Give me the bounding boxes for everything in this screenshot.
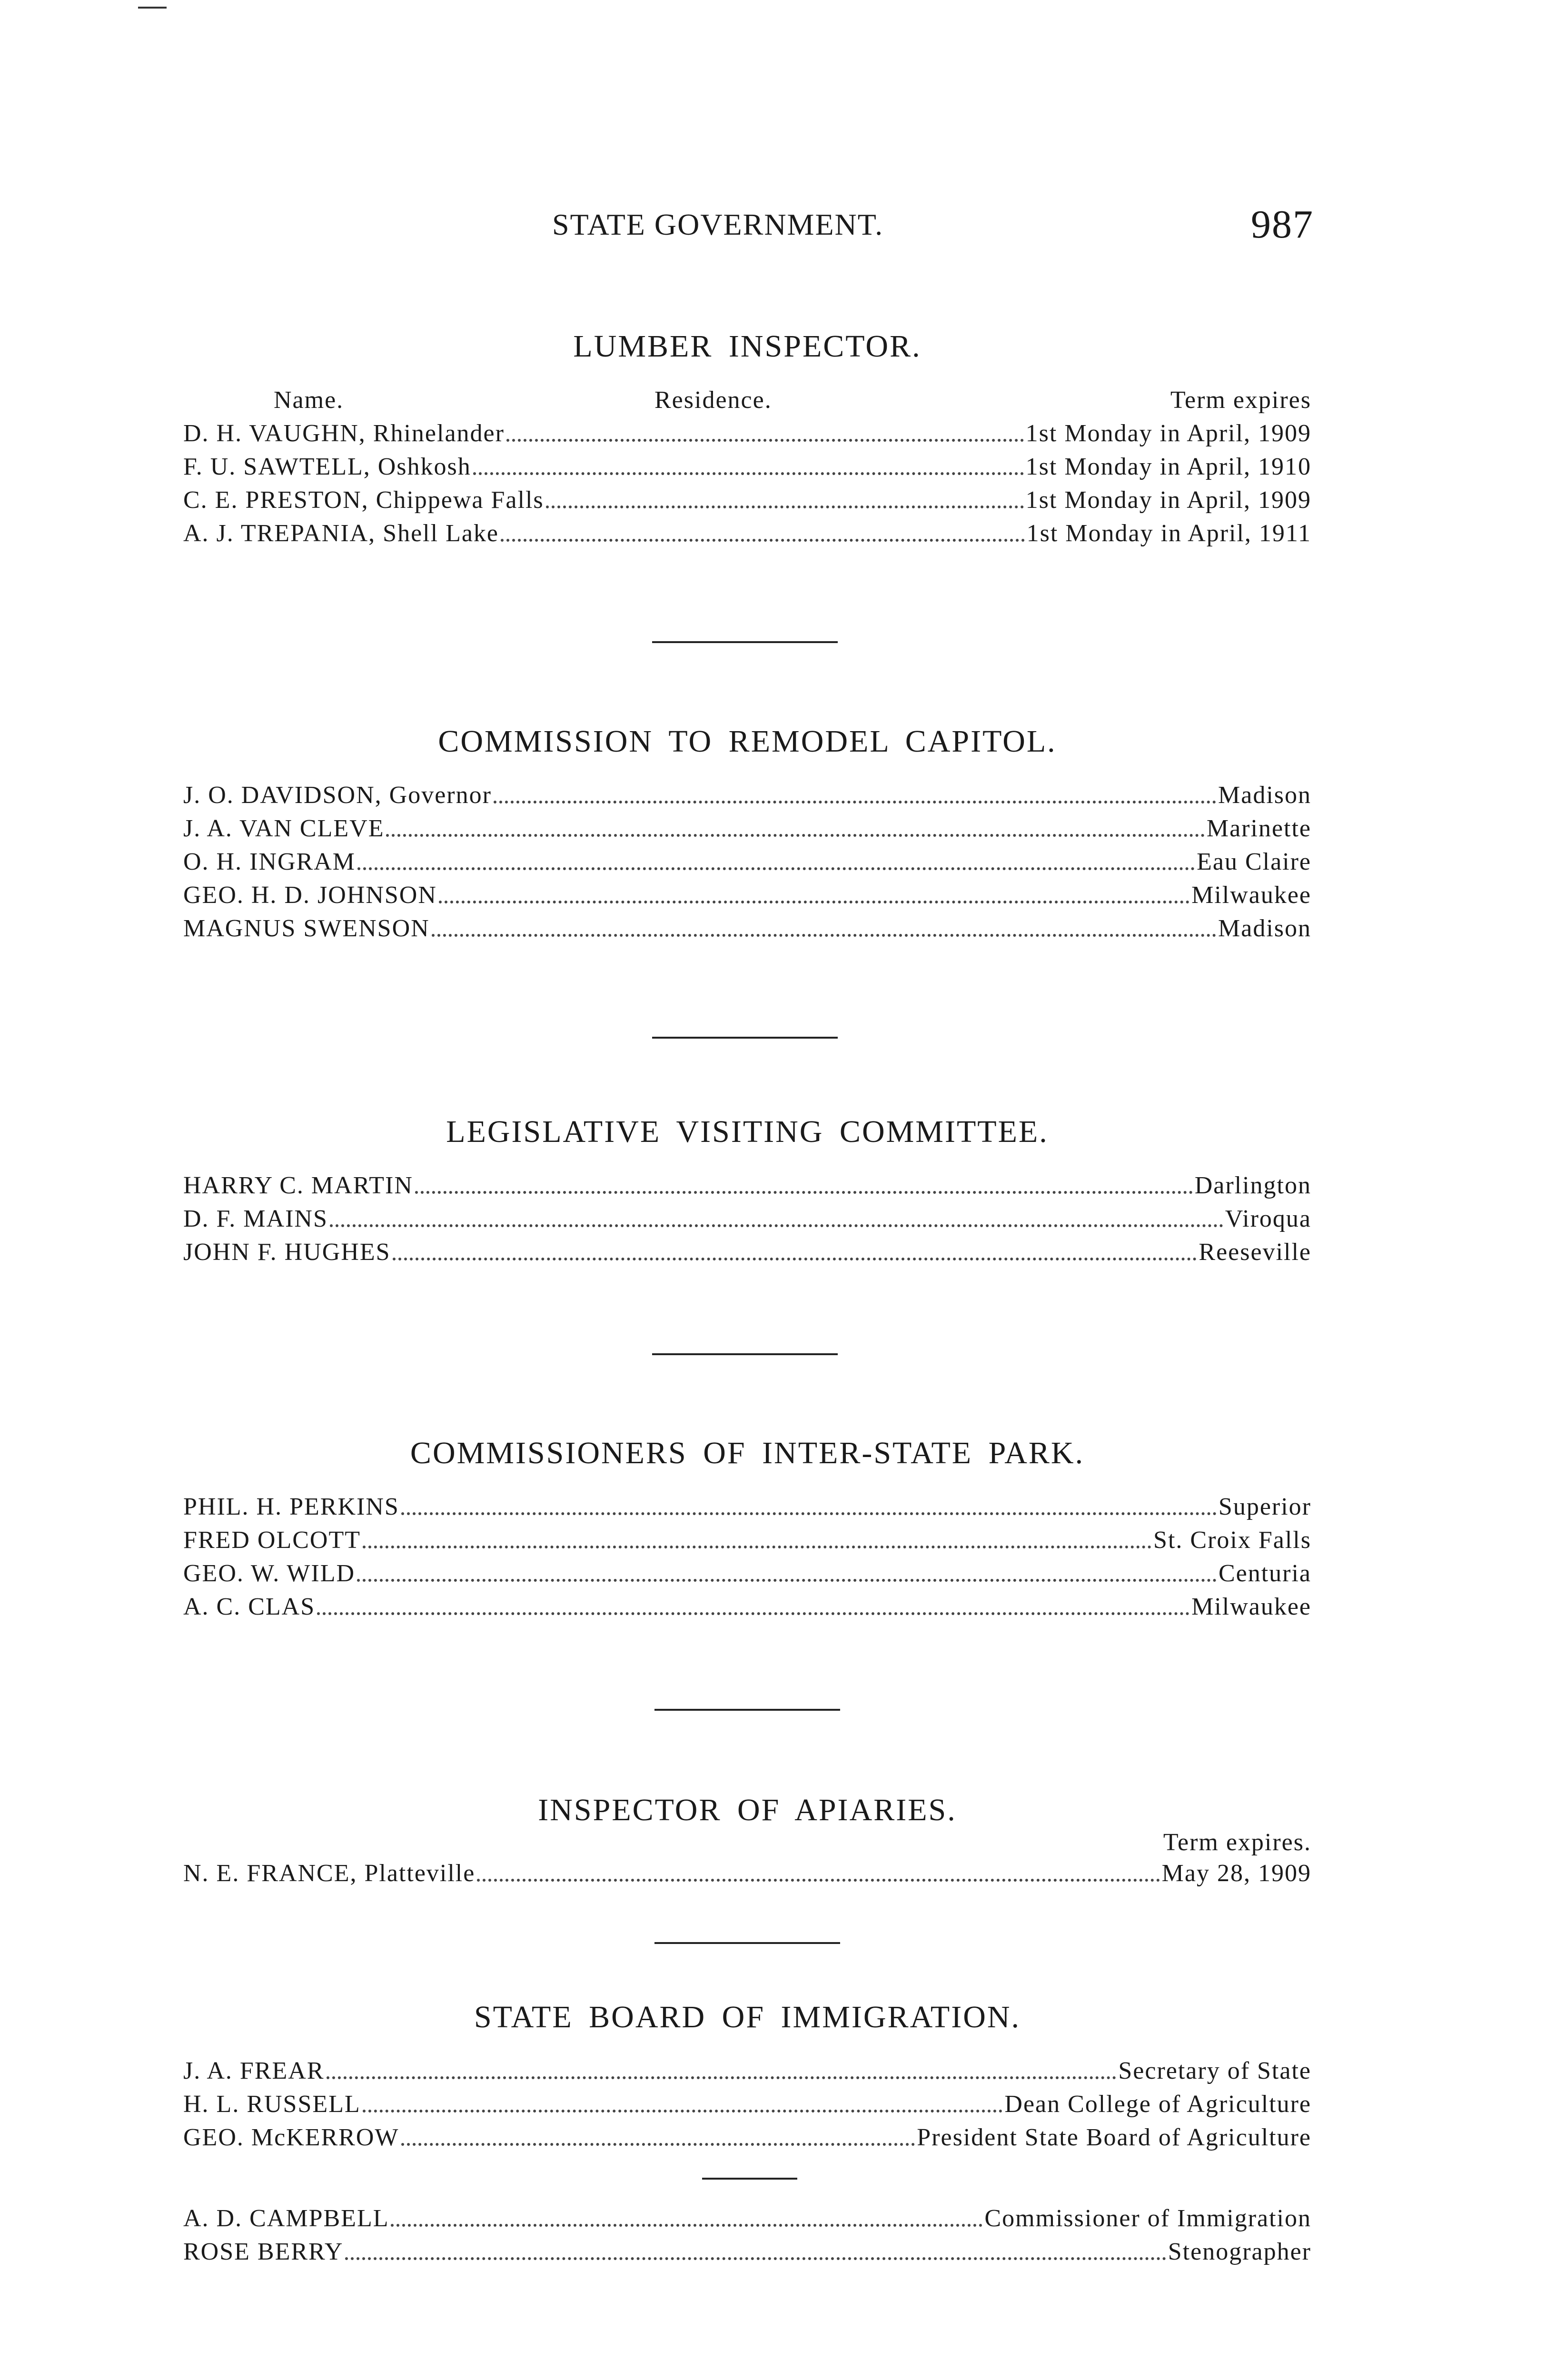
list-item bbox=[183, 1590, 1311, 1624]
entry-name: FRED OLCOTT bbox=[183, 1527, 361, 1554]
corner-mark bbox=[138, 7, 167, 9]
section-title: LEGISLATIVE VISITING COMMITTEE. bbox=[446, 1114, 1049, 1149]
entry-office: Stenographer bbox=[1168, 2238, 1311, 2265]
dot-leader bbox=[506, 430, 1024, 442]
entry-name: D. H. VAUGHN, Rhinelander bbox=[183, 420, 505, 447]
section-lumber-inspector bbox=[183, 328, 1311, 550]
entry-location: Viroqua bbox=[1225, 1205, 1311, 1232]
list-item bbox=[183, 912, 1311, 945]
entry-location: Darlington bbox=[1194, 1172, 1311, 1199]
list-item bbox=[183, 2202, 1311, 2235]
list-item bbox=[183, 1557, 1311, 1590]
entry-location: Madison bbox=[1218, 782, 1311, 809]
list-item bbox=[183, 845, 1311, 879]
dot-leader bbox=[386, 825, 1204, 837]
column-header-name: Name. bbox=[274, 387, 344, 414]
entry-name: D. F. MAINS bbox=[183, 1205, 328, 1232]
entry-location: St. Croix Falls bbox=[1153, 1527, 1311, 1554]
list-item bbox=[183, 484, 1311, 517]
entry-term: 1st Monday in April, 1909 bbox=[1025, 420, 1311, 447]
entry-office: Dean College of Agriculture bbox=[1004, 2091, 1311, 2118]
entry-location: Milwaukee bbox=[1191, 882, 1311, 909]
entry-location: Milwaukee bbox=[1191, 1593, 1311, 1620]
dot-leader bbox=[357, 1570, 1217, 1582]
dot-leader bbox=[327, 2068, 1117, 2079]
entry-term: 1st Monday in April, 1910 bbox=[1025, 453, 1311, 480]
dot-leader bbox=[477, 1870, 1160, 1882]
section-title: LUMBER INSPECTOR. bbox=[573, 329, 922, 364]
list-item bbox=[183, 2235, 1311, 2269]
section-divider bbox=[702, 2178, 797, 2180]
section-immigration bbox=[183, 1999, 1311, 2269]
entry-name: A. C. CLAS bbox=[183, 1593, 316, 1620]
list-item bbox=[183, 417, 1311, 450]
list-item bbox=[183, 1490, 1311, 1524]
list-item bbox=[183, 2054, 1311, 2088]
entry-location: Eau Claire bbox=[1197, 848, 1311, 875]
dot-leader bbox=[432, 925, 1216, 937]
list-item bbox=[183, 779, 1311, 812]
entry-location: Superior bbox=[1218, 1493, 1311, 1520]
dot-leader bbox=[401, 1504, 1217, 1515]
section-inter-state-park bbox=[183, 1435, 1311, 1624]
entry-name: ROSE BERRY bbox=[183, 2238, 344, 2265]
section-remodel-capitol bbox=[183, 724, 1311, 945]
section-title: INSPECTOR OF APIARIES. bbox=[538, 1793, 957, 1827]
list-item bbox=[183, 879, 1311, 912]
entry-name: J. A. VAN CLEVE bbox=[183, 815, 385, 842]
entry-name: H. L. RUSSELL bbox=[183, 2091, 361, 2118]
entry-name: PHIL. H. PERKINS bbox=[183, 1493, 399, 1520]
section-divider bbox=[654, 1942, 840, 1944]
list-item bbox=[183, 517, 1311, 550]
list-item bbox=[183, 1202, 1311, 1236]
dot-leader bbox=[415, 1182, 1193, 1194]
column-header-residence: Residence. bbox=[654, 387, 772, 414]
section-title: STATE BOARD OF IMMIGRATION. bbox=[474, 2000, 1021, 2034]
dot-leader bbox=[393, 1249, 1197, 1260]
dot-leader bbox=[501, 530, 1025, 542]
entry-name: GEO. W. WILD bbox=[183, 1560, 356, 1587]
entry-name: JOHN F. HUGHES bbox=[183, 1239, 391, 1266]
dot-leader bbox=[546, 497, 1024, 508]
entry-name: HARRY C. MARTIN bbox=[183, 1172, 413, 1199]
entry-location: Centuria bbox=[1218, 1560, 1311, 1587]
list-item bbox=[183, 1857, 1311, 1890]
entry-name: J. A. FREAR bbox=[183, 2057, 325, 2084]
entry-office: President State Board of Agriculture bbox=[917, 2124, 1311, 2151]
column-header-term: Term expires. bbox=[1163, 1829, 1311, 1856]
list-item bbox=[183, 1169, 1311, 1202]
section-visiting-committee bbox=[183, 1114, 1311, 1269]
list-item bbox=[183, 2121, 1311, 2154]
section-divider bbox=[652, 641, 838, 643]
entry-term: May 28, 1909 bbox=[1161, 1860, 1311, 1887]
column-header-term: Term expires bbox=[1170, 387, 1311, 414]
entry-name: GEO. H. D. JOHNSON bbox=[183, 882, 437, 909]
entry-office: Commissioner of Immigration bbox=[984, 2205, 1311, 2232]
page-number: 987 bbox=[1251, 202, 1314, 247]
entry-term: 1st Monday in April, 1909 bbox=[1025, 486, 1311, 514]
list-item bbox=[183, 812, 1311, 845]
entry-name: O. H. INGRAM bbox=[183, 848, 356, 875]
dot-leader bbox=[494, 792, 1216, 803]
list-item bbox=[183, 450, 1311, 484]
dot-leader bbox=[330, 1216, 1223, 1227]
running-title: STATE GOVERNMENT. bbox=[552, 208, 884, 241]
section-divider bbox=[652, 1037, 838, 1039]
dot-leader bbox=[317, 1604, 1189, 1615]
entry-name: GEO. McKERROW bbox=[183, 2124, 399, 2151]
dot-leader bbox=[345, 2249, 1166, 2260]
dot-leader bbox=[391, 2215, 982, 2227]
column-headers bbox=[183, 384, 1311, 417]
page-header bbox=[552, 202, 1314, 247]
entry-location: Madison bbox=[1218, 915, 1311, 942]
entry-name: A. D. CAMPBELL bbox=[183, 2205, 389, 2232]
section-apiaries bbox=[183, 1792, 1311, 1890]
section-title: COMMISSIONERS OF INTER-STATE PARK. bbox=[410, 1436, 1085, 1470]
dot-leader bbox=[363, 1537, 1151, 1548]
dot-leader bbox=[363, 2101, 1003, 2112]
entry-name: N. E. FRANCE, Platteville bbox=[183, 1860, 476, 1887]
entry-office: Secretary of State bbox=[1118, 2057, 1311, 2084]
dot-leader bbox=[401, 2134, 915, 2146]
entry-name: C. E. PRESTON, Chippewa Falls bbox=[183, 486, 544, 514]
entry-name: F. U. SAWTELL, Oshkosh bbox=[183, 453, 471, 480]
list-item bbox=[183, 1524, 1311, 1557]
section-divider bbox=[652, 1353, 838, 1355]
dot-leader bbox=[357, 859, 1195, 870]
entry-location: Reeseville bbox=[1199, 1239, 1311, 1266]
entry-location: Marinette bbox=[1206, 815, 1311, 842]
section-divider bbox=[654, 1709, 840, 1711]
list-item bbox=[183, 1236, 1311, 1269]
list-item bbox=[183, 2088, 1311, 2121]
section-title: COMMISSION TO REMODEL CAPITOL. bbox=[438, 724, 1057, 759]
dot-leader bbox=[439, 892, 1189, 903]
entry-name: MAGNUS SWENSON bbox=[183, 915, 430, 942]
dot-leader bbox=[473, 464, 1024, 475]
entry-name: A. J. TREPANIA, Shell Lake bbox=[183, 520, 499, 547]
entry-term: 1st Monday in April, 1911 bbox=[1026, 520, 1311, 547]
entry-name: J. O. DAVIDSON, Governor bbox=[183, 782, 492, 809]
